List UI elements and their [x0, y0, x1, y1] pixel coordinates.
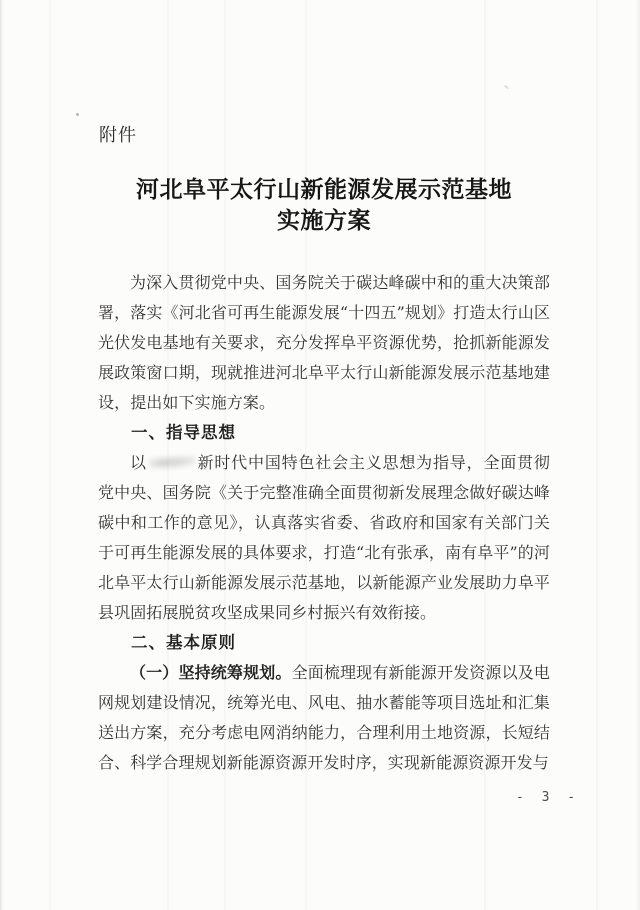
title-line-1: 河北阜平太行山新能源发展示范基地 [136, 176, 512, 203]
document-body [98, 268, 550, 778]
paragraph-guiding-ideology-start: 以 [130, 453, 147, 472]
page-right-edge-shadow [636, 0, 640, 910]
page-number: - 3 - [516, 790, 581, 805]
scan-streak [49, 0, 51, 910]
paragraph-guiding-ideology-rest: 新时代中国特色社会主义思想为指导，全面贯彻党中央、国务院《关于完整准确全面贯彻新发展理念做好碳达峰碳中和工作的意见》，认真落实省委、省政府和国家有关部门关于可再生能源发展的具体要求，打造“北有张承，南有阜平”的河北阜平太行山新能源发展示范基地，以新能源产业发展助力阜平县巩固拓展脱贫攻坚成果同乡村振兴有效衔接。 [98, 453, 550, 622]
paragraph-intro: 为深入贯彻党中央、国务院关于碳达峰碳中和的重大决策部署，落实《河北省可再生能源发展“十四五”规划》打造太行山区光伏发电基地有关要求，充分发挥阜平资源优势，抢抓新能源发展政策窗口期，现就推进河北阜平太行山新能源发展示范基地建设，提出如下实施方案。 [98, 273, 550, 412]
attachment-label: 附件 [99, 125, 137, 146]
redacted-blur [149, 455, 195, 469]
heading-basic-principles: 二、基本原则 [131, 633, 236, 652]
scan-speck [76, 113, 79, 116]
scan-speck [504, 85, 509, 90]
paragraph-principle-1-rest: 全面梳理现有新能源开发资源以及电网规划建设情况，统筹光电、风电、抽水蓄能等项目选址和汇集送出方案，充分考虑电网消纳能力，合理利用土地资源，长短结合、科学合理规划新能源资源开发时序，实现新能源资源开发与 [98, 663, 550, 772]
document-title [94, 174, 554, 236]
page-left-edge-shadow [0, 0, 3, 910]
heading-guiding-ideology: 一、指导思想 [131, 423, 236, 442]
paragraph-principle-1 [98, 658, 550, 778]
paragraph-principle-1-lead: （一）坚持统筹规划。 [130, 663, 292, 682]
paragraph-guiding-ideology [98, 448, 550, 628]
scan-streak [596, 0, 598, 910]
title-line-2: 实施方案 [277, 207, 371, 234]
